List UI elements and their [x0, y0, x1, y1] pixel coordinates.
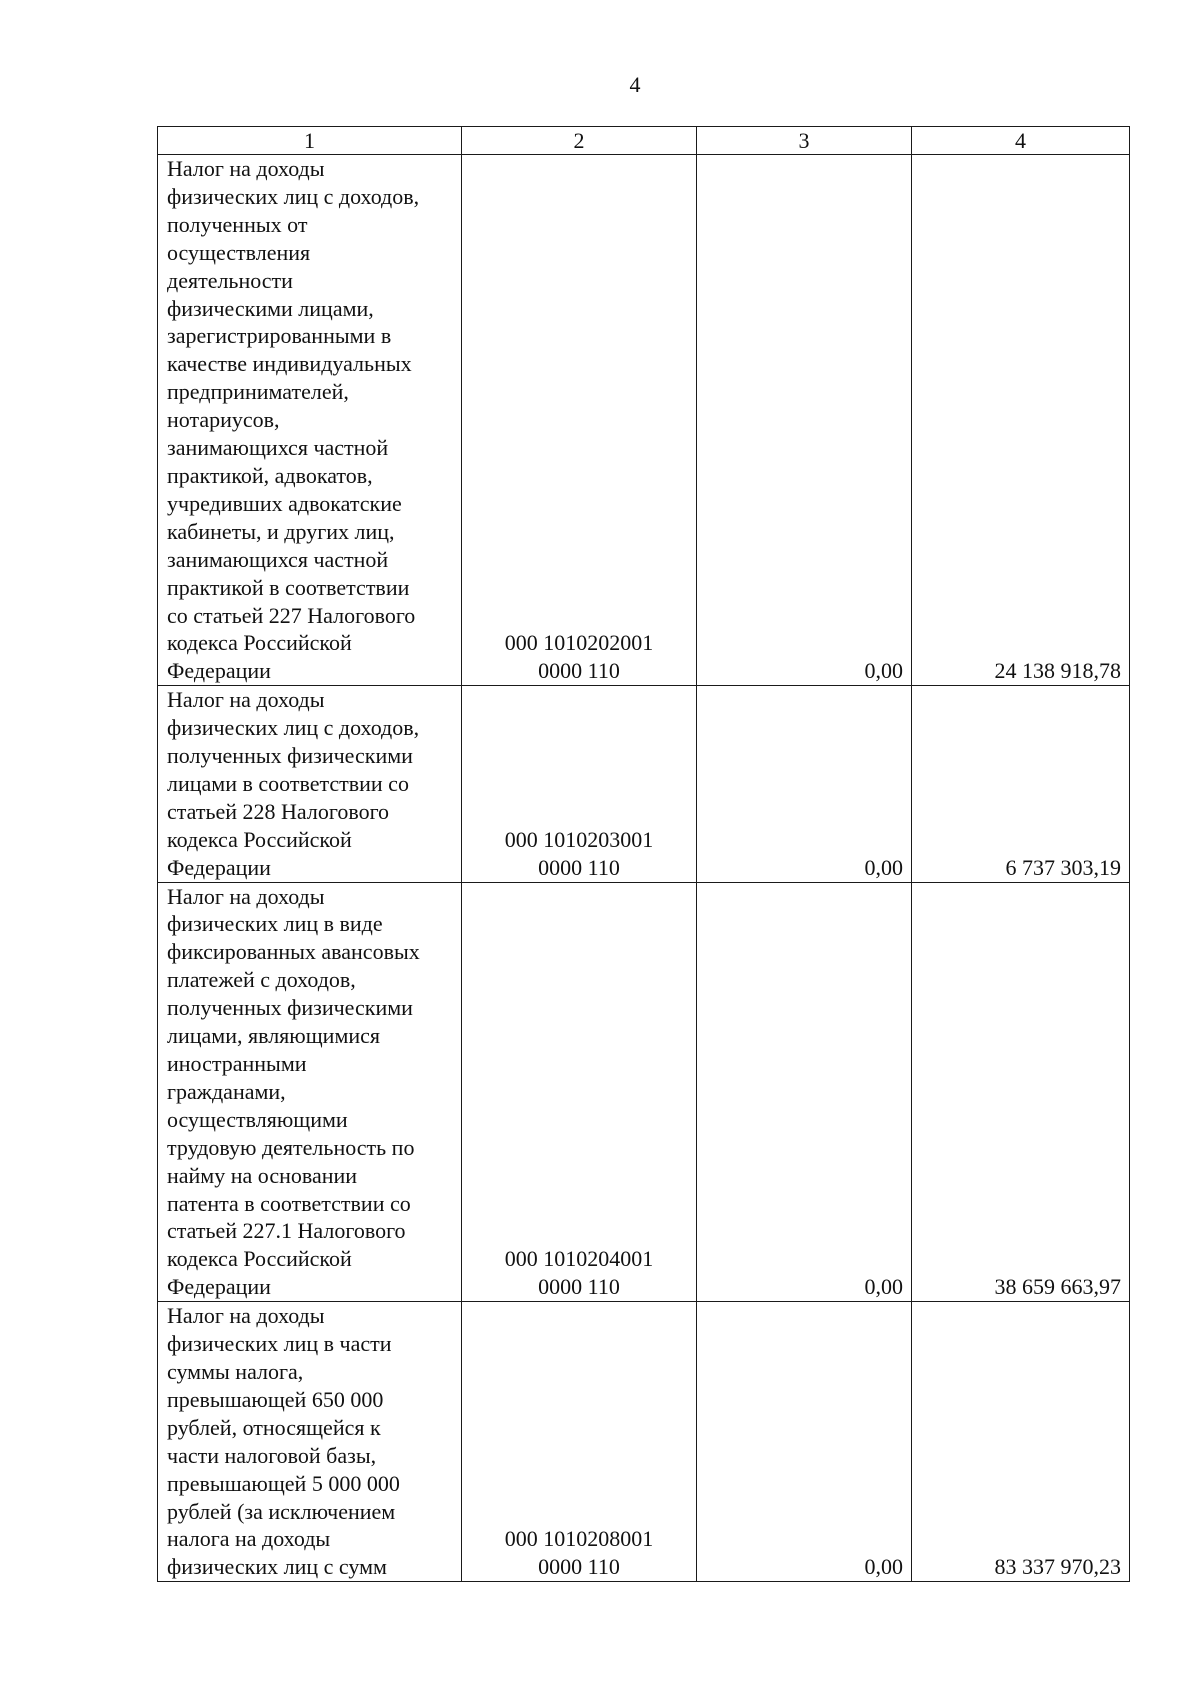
row-col3-value: 0,00: [697, 155, 912, 686]
header-col-1: 1: [158, 127, 462, 155]
table-header: [158, 127, 1130, 155]
row-col4-value: 38 659 663,97: [912, 882, 1130, 1302]
row-name-cell: [158, 882, 462, 1302]
row-name-cell: [158, 155, 462, 686]
row-col3-value: 0,00: [697, 1302, 912, 1582]
row-code: 000 1010204001 0000 110: [462, 882, 697, 1302]
row-name: Налог на доходы физических лиц с доходов, полученных физическими лицами в соответствии со статьей 228 Налогового кодекса Российской Федерации: [167, 687, 420, 880]
revenue-table: [157, 126, 1130, 1582]
table-row: [158, 155, 1130, 686]
row-col3-value: 0,00: [697, 686, 912, 882]
row-code: 000 1010208001 0000 110: [462, 1302, 697, 1582]
row-col4-value: 6 737 303,19: [912, 686, 1130, 882]
row-name: Налог на доходы физических лиц с доходов, полученных от осуществления деятельности физическими лицами, зарегистрированными в качестве индивидуальных предпринимателей, нотариусов, занимающихся частной практикой, адвокатов, учредивших адвокатские кабинеты, и других лиц, занимающихся частной практикой в соответствии со статьей 227 Налогового кодекса Российской Федерации: [167, 156, 420, 684]
header-col-3: 3: [697, 127, 912, 155]
row-name: Налог на доходы физических лиц в части суммы налога, превышающей 650 000 рублей, относящейся к части налоговой базы, превышающей 5 000 000 рублей (за исключением налога на доходы физических лиц с сумм: [167, 1303, 400, 1580]
row-col4-value: 24 138 918,78: [912, 155, 1130, 686]
row-name: Налог на доходы физических лиц в виде фиксированных авансовых платежей с доходов, полученных физическими лицами, являющимися иностранными гражданами, осуществляющими трудовую деятельность по найму на основании патента в соответствии со статьей 227.1 Налогового кодекса Российской Федерации: [167, 883, 420, 1300]
row-name-cell: [158, 686, 462, 882]
table-row: [158, 686, 1130, 882]
row-col4-value: 83 337 970,23: [912, 1302, 1130, 1582]
row-code: 000 1010203001 0000 110: [462, 686, 697, 882]
header-col-4: 4: [912, 127, 1130, 155]
row-name-cell: [158, 1302, 462, 1582]
row-code: 000 1010202001 0000 110: [462, 155, 697, 686]
table-body: [158, 155, 1130, 1582]
table-row: [158, 1302, 1130, 1582]
row-col3-value: 0,00: [697, 882, 912, 1302]
header-row: [158, 127, 1130, 155]
page-number: 4: [629, 72, 641, 97]
header-col-2: 2: [462, 127, 697, 155]
table-row: [158, 882, 1130, 1302]
